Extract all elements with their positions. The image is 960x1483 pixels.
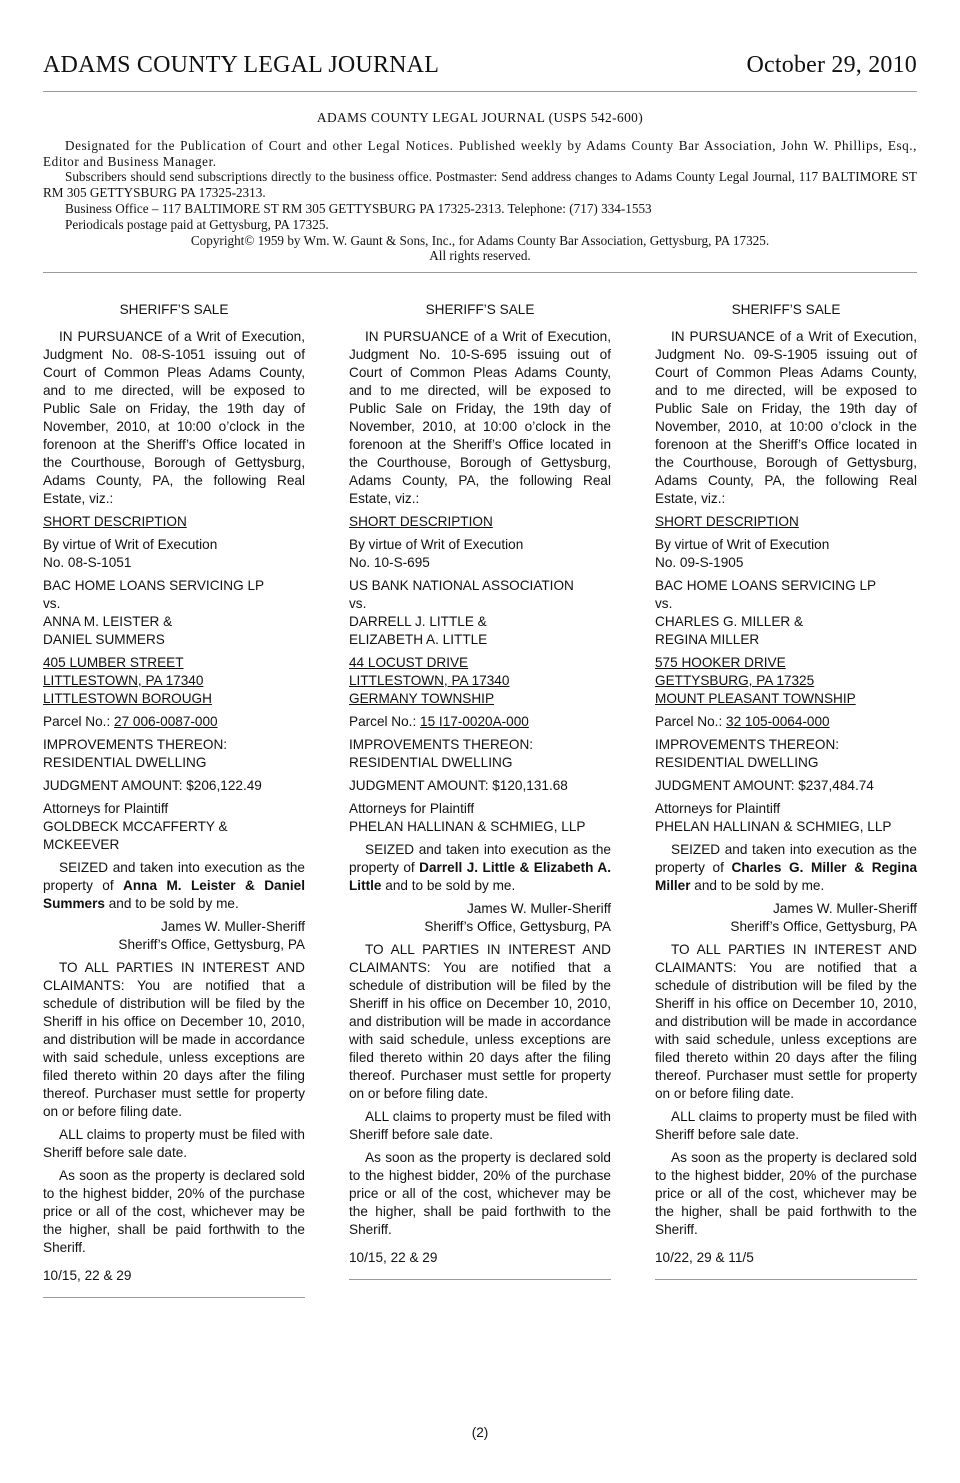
improvements-value: RESIDENTIAL DWELLING — [43, 755, 207, 770]
notice-intro: IN PURSUANCE of a Writ of Execution, Judgment No. 09-S-1905 issuing out of Court of Common Pleas Adams County, and to me directed, will be exposed to Public Sale on Friday, the 19th day of November, 2010, at 10:00 o’clock in the forenoon at the Sheriff’s Office located in the Courthouse, Borough of Gettysburg, Adams County, PA, the following Real Estate, viz.: — [655, 329, 917, 506]
payment-notice: As soon as the property is declared sold to the highest bidder, 20% of the purchase price or all of the cost, whichever may be the higher, shall be paid forthwith to the Sheriff. — [349, 1150, 611, 1237]
seized-post: and to be sold by me. — [385, 878, 516, 893]
improvements-label: IMPROVEMENTS THEREON: — [43, 737, 228, 752]
distribution-notice: TO ALL PARTIES IN INTEREST AND CLAIMANTS: You are notified that a schedule of distribution will be filed by the Sheriff in his office on December 10, 2010, and distribution will be made in accordance with said schedule, unless exceptions are filed thereto within 20 days after the filing thereof. Purchaser must settle for property on or before filing date. — [43, 960, 305, 1119]
publication-copyright: Copyright© 1959 by Wm. W. Gaunt & Sons, Inc., for Adams County Bar Association, Gettysburg, PA 17325. — [190, 232, 770, 248]
distribution-notice: TO ALL PARTIES IN INTEREST AND CLAIMANTS: You are notified that a schedule of distribution will be filed by the Sheriff in his office on December 10, 2010, and distribution will be made in accordance with said schedule, unless exceptions are filed thereto within 20 days after the filing thereof. Purchaser must settle for property on or before filing date. — [655, 942, 917, 1101]
defendant-line-1: CHARLES G. MILLER & — [655, 614, 804, 629]
sheriff-name: James W. Muller-Sheriff — [160, 919, 305, 934]
attorneys-label: Attorneys for Plaintiff — [655, 801, 781, 816]
seized-pre: SEIZED and taken into execution as the property of — [349, 842, 611, 875]
short-description-label: SHORT DESCRIPTION — [655, 514, 799, 529]
writ-label: By virtue of Writ of Execution — [43, 537, 218, 552]
defendant-line-2: REGINA MILLER — [655, 632, 760, 647]
parcel-line — [655, 713, 917, 731]
improvements-value: RESIDENTIAL DWELLING — [349, 755, 513, 770]
payment-notice: As soon as the property is declared sold to the highest bidder, 20% of the purchase price or all of the cost, whichever may be the higher, shall be paid forthwith to the Sheriff. — [655, 1150, 917, 1237]
header-divider — [43, 91, 917, 92]
issue-date: October 29, 2010 — [746, 52, 917, 78]
writ-number: No. 09-S-1905 — [655, 555, 744, 570]
parcel-line — [43, 713, 305, 731]
property-municipality: MOUNT PLEASANT TOWNSHIP — [655, 691, 856, 706]
short-description-label: SHORT DESCRIPTION — [349, 514, 493, 529]
claims-notice: ALL claims to property must be filed with Sheriff before sale date. — [349, 1109, 611, 1142]
short-description-label: SHORT DESCRIPTION — [43, 514, 187, 529]
seized-pre: SEIZED and taken into execution as the property of — [43, 860, 305, 893]
parcel-line — [349, 713, 611, 731]
seized-statement — [349, 841, 611, 895]
sheriff-sale-notice — [655, 301, 917, 1280]
defendant-line-1: DARRELL J. LITTLE & — [349, 614, 487, 629]
property-address-street: 575 HOOKER DRIVE — [655, 655, 786, 670]
property-municipality: GERMANY TOWNSHIP — [349, 691, 495, 706]
attorneys-line-1: PHELAN HALLINAN & SCHMIEG, LLP — [655, 819, 892, 834]
parcel-number: 27 006-0087-000 — [114, 714, 218, 729]
journal-title: ADAMS COUNTY LEGAL JOURNAL — [43, 52, 440, 78]
masthead — [43, 52, 917, 79]
seized-names: Charles G. Miller & Regina Miller — [655, 860, 918, 893]
property-address-city: LITTLESTOWN, PA 17340 — [349, 673, 510, 688]
notice-heading: SHERIFF’S SALE — [731, 302, 841, 317]
seized-post: and to be sold by me. — [694, 878, 825, 893]
sheriff-sale-notice — [349, 301, 611, 1280]
sheriff-name: James W. Muller-Sheriff — [466, 901, 611, 916]
notice-heading: SHERIFF’S SALE — [425, 302, 535, 317]
sheriff-office: Sheriff’s Office, Gettysburg, PA — [118, 937, 305, 952]
judgment-amount: JUDGMENT AMOUNT: $120,131.68 — [349, 778, 568, 793]
property-address-city: LITTLESTOWN, PA 17340 — [43, 673, 204, 688]
payment-notice: As soon as the property is declared sold to the highest bidder, 20% of the purchase price or all of the cost, whichever may be the higher, shall be paid forthwith to the Sheriff. — [43, 1168, 305, 1255]
notice-intro: IN PURSUANCE of a Writ of Execution, Judgment No. 08-S-1051 issuing out of Court of Common Pleas Adams County, and to me directed, will be exposed to Public Sale on Friday, the 19th day of November, 2010, at 10:00 o’clock in the forenoon at the Sheriff’s Office located in the Courthouse, Borough of Gettysburg, Adams County, PA, the following Real Estate, viz.: — [43, 329, 305, 506]
improvements-value: RESIDENTIAL DWELLING — [655, 755, 819, 770]
publication-designation: Designated for the Publication of Court and other Legal Notices. Published weekly by Adams County Bar Association, John W. Phillips, Esq., Editor and Business Manager. — [43, 137, 917, 169]
plaintiff: BAC HOME LOANS SERVICING LP — [655, 578, 877, 593]
notice-divider — [655, 1279, 917, 1280]
attorneys-label: Attorneys for Plaintiff — [43, 801, 169, 816]
seized-pre: SEIZED and taken into execution as the property of — [655, 842, 917, 875]
writ-number: No. 08-S-1051 — [43, 555, 132, 570]
parcel-number: 15 I17-0020A-000 — [420, 714, 529, 729]
judgment-amount: JUDGMENT AMOUNT: $206,122.49 — [43, 778, 262, 793]
seized-names: Anna M. Leister & Daniel Summers — [43, 878, 305, 911]
publication-title: ADAMS COUNTY LEGAL JOURNAL (USPS 542-600) — [316, 110, 644, 125]
notice-intro: IN PURSUANCE of a Writ of Execution, Judgment No. 10-S-695 issuing out of Court of Common Pleas Adams County, and to me directed, will be exposed to Public Sale on Friday, the 19th day of November, 2010, at 10:00 o’clock in the forenoon at the Sheriff’s Office located in the Courthouse, Borough of Gettysburg, Adams County, PA, the following Real Estate, viz.: — [349, 329, 611, 506]
publication-dates: 10/15, 22 & 29 — [43, 1268, 132, 1283]
defendant-line-1: ANNA M. LEISTER & — [43, 614, 173, 629]
seized-names: Darrell J. Little & Elizabeth A. Little — [349, 860, 612, 893]
claims-notice: ALL claims to property must be filed with Sheriff before sale date. — [43, 1127, 305, 1160]
plaintiff: US BANK NATIONAL ASSOCIATION — [349, 578, 574, 593]
claims-notice: ALL claims to property must be filed with Sheriff before sale date. — [655, 1109, 917, 1142]
property-address-street: 44 LOCUST DRIVE — [349, 655, 469, 670]
sheriff-office: Sheriff’s Office, Gettysburg, PA — [424, 919, 611, 934]
parcel-label: Parcel No.: — [655, 714, 723, 729]
attorneys-label: Attorneys for Plaintiff — [349, 801, 475, 816]
notice-divider — [349, 1279, 611, 1280]
property-address-street: 405 LUMBER STREET — [43, 655, 184, 670]
sheriff-name: James W. Muller-Sheriff — [772, 901, 917, 916]
seized-post: and to be sold by me. — [108, 896, 239, 911]
distribution-notice: TO ALL PARTIES IN INTEREST AND CLAIMANTS: You are notified that a schedule of distribution will be filed by the Sheriff in his office on December 10, 2010, and distribution will be made in accordance with said schedule, unless exceptions are filed thereto within 20 days after the filing thereof. Purchaser must settle for property on or before filing date. — [349, 942, 611, 1101]
publication-dates: 10/15, 22 & 29 — [349, 1250, 438, 1265]
publication-business-office: Business Office – 117 BALTIMORE ST RM 305 GETTYSBURG PA 17325-2313. Telephone: (717) 334-1553 — [65, 200, 652, 216]
defendant-line-2: DANIEL SUMMERS — [43, 632, 165, 647]
parcel-label: Parcel No.: — [43, 714, 111, 729]
writ-label: By virtue of Writ of Execution — [655, 537, 830, 552]
attorneys-line-1: GOLDBECK MCCAFFERTY & — [43, 819, 228, 834]
attorneys-line-1: PHELAN HALLINAN & SCHMIEG, LLP — [349, 819, 586, 834]
judgment-amount: JUDGMENT AMOUNT: $237,484.74 — [655, 778, 874, 793]
sheriff-sale-notice — [43, 301, 305, 1298]
publication-dates: 10/22, 29 & 11/5 — [655, 1250, 754, 1265]
publication-info — [43, 110, 917, 264]
pubinfo-divider — [43, 272, 917, 273]
improvements-label: IMPROVEMENTS THEREON: — [655, 737, 840, 752]
versus: vs. — [655, 596, 673, 611]
defendant-line-2: ELIZABETH A. LITTLE — [349, 632, 488, 647]
attorneys-line-2: MCKEEVER — [43, 837, 120, 852]
publication-postage: Periodicals postage paid at Gettysburg, PA 17325. — [65, 216, 329, 232]
versus: vs. — [349, 596, 367, 611]
publication-subscriptions: Subscribers should send subscriptions directly to the business office. Postmaster: Send address changes to Adams County Legal Journal, 117 BALTIMORE ST RM 305 GETTYSBURG PA 17325-2313. — [43, 169, 917, 201]
property-municipality: LITTLESTOWN BOROUGH — [43, 691, 212, 706]
writ-number: No. 10-S-695 — [349, 555, 430, 570]
seized-statement — [43, 859, 305, 913]
sheriff-office: Sheriff’s Office, Gettysburg, PA — [730, 919, 917, 934]
versus: vs. — [43, 596, 61, 611]
property-address-city: GETTYSBURG, PA 17325 — [655, 673, 815, 688]
plaintiff: BAC HOME LOANS SERVICING LP — [43, 578, 265, 593]
writ-label: By virtue of Writ of Execution — [349, 537, 524, 552]
publication-rights: All rights reserved. — [429, 248, 531, 264]
page-number: (2) — [471, 1425, 489, 1440]
notice-heading: SHERIFF’S SALE — [119, 302, 229, 317]
improvements-label: IMPROVEMENTS THEREON: — [349, 737, 534, 752]
parcel-number: 32 105-0064-000 — [726, 714, 830, 729]
seized-statement — [655, 841, 917, 895]
parcel-label: Parcel No.: — [349, 714, 417, 729]
notice-divider — [43, 1297, 305, 1298]
